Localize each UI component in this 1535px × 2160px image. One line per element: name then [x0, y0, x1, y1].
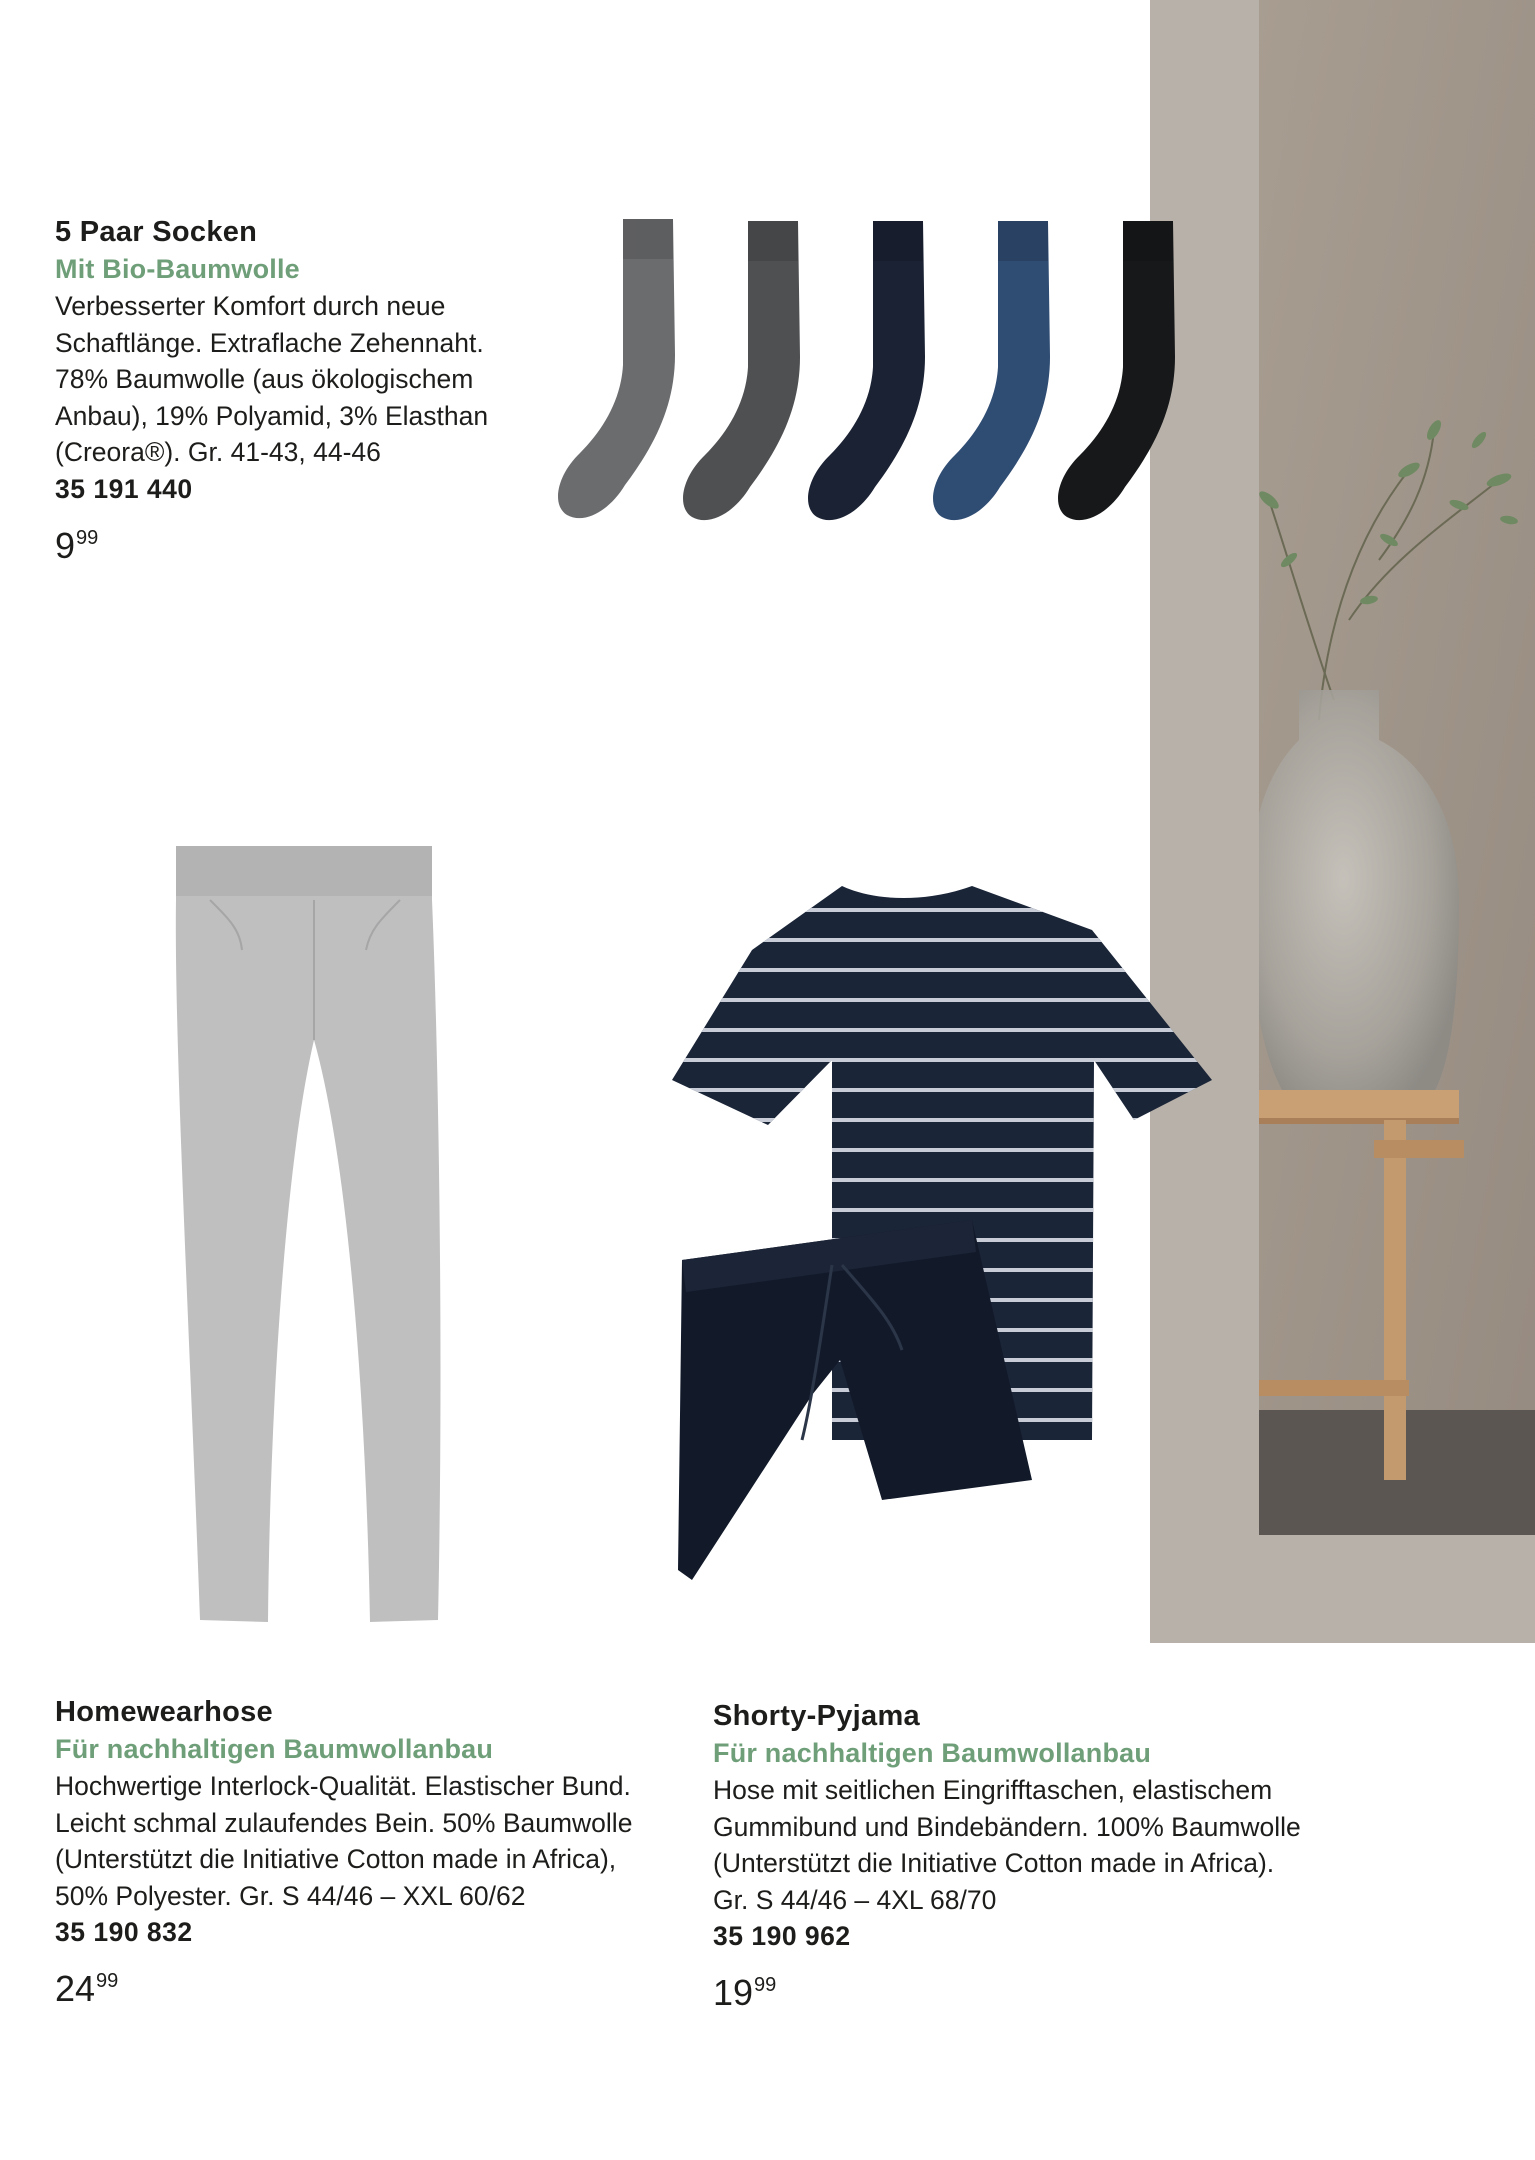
product-subtitle: Mit Bio-Baumwolle — [55, 254, 300, 284]
homewear-pants-image — [170, 840, 450, 1635]
price — [55, 1961, 675, 2009]
price-main: 9 — [55, 524, 76, 566]
price-main: 19 — [713, 1972, 754, 2013]
shorty-pyjama-image — [672, 880, 1217, 1585]
price-main: 24 — [55, 1968, 96, 2009]
product-subtitle: Für nachhaltigen Baumwollanbau — [713, 1738, 1152, 1768]
product-title: Shorty-Pyjama — [713, 1700, 920, 1732]
price — [55, 518, 525, 566]
price-cents: 99 — [76, 526, 99, 549]
product-description: Hose mit seitlichen Eingrifftaschen, elastischem Gummibund und Bindebändern. 100% Baumwolle (Unterstützt die Initiative Cotton made in Africa). Gr. S 44/46 – 4XL 68/70 — [713, 1775, 1301, 1915]
product-title: 5 Paar Socken — [55, 216, 258, 248]
product-homewearhose — [55, 1694, 675, 2009]
product-shorty-pyjama — [713, 1698, 1333, 2013]
product-description: Verbesserter Komfort durch neue Schaftlänge. Extraflache Zehennaht. 78% Baumwolle (aus ökologischem Anbau), 19% Polyamid, 3% Elasthan (Creora®). Gr. 41-43, 44-46 — [55, 291, 489, 467]
price-cents: 99 — [754, 1974, 777, 1996]
article-number: 35 190 962 — [713, 1921, 851, 1951]
article-number: 35 191 440 — [55, 473, 193, 504]
product-title: Homewearhose — [55, 1696, 273, 1728]
product-subtitle: Für nachhaltigen Baumwollanbau — [55, 1734, 494, 1764]
lifestyle-photo-vase-bench — [1259, 0, 1535, 1535]
product-description: Hochwertige Interlock-Qualität. Elastischer Bund. Leicht schmal zulaufendes Bein. 50% Baumwolle (Unterstützt die Initiative Cotton made in Africa), 50% Polyester. Gr. S 44/46 – XXL 60/62 — [55, 1771, 633, 1911]
price — [713, 1965, 1333, 2013]
price-cents: 99 — [96, 1970, 119, 1992]
article-number: 35 190 832 — [55, 1917, 193, 1947]
product-socks — [55, 214, 525, 566]
socks-product-image — [555, 205, 1215, 535]
